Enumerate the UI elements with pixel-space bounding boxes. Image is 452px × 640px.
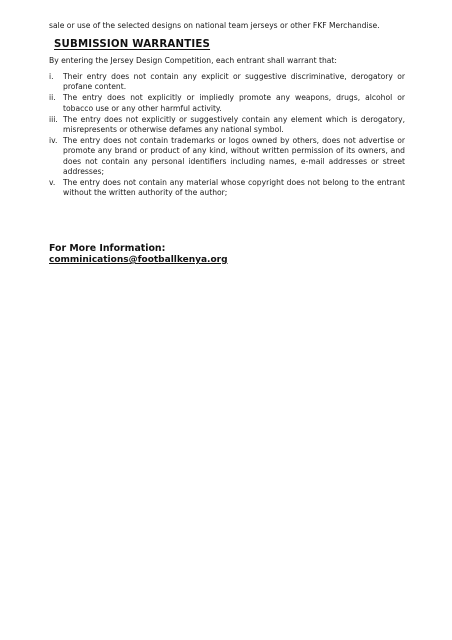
- more-info-heading: For More Information:: [49, 243, 166, 254]
- intro-paragraph-line: sale or use of the selected designs on national team jerseys or other FKF Merchandise.: [49, 21, 380, 30]
- warranty-numeral: ii.: [49, 93, 56, 103]
- warranty-text: The entry does not contain trademarks or logos owned by others, does not advertise or promote any brand or product of any kind, without written permission of its owners, and does not contain any personal identifiers including names, e-mail addresses or street addresses;: [63, 136, 405, 176]
- warranty-numeral: iii.: [49, 114, 58, 124]
- warranty-item-v: [49, 178, 405, 198]
- warranty-text: Their entry does not contain any explicit or suggestive discriminative, derogatory or profane content.: [63, 72, 405, 92]
- warranty-list: [49, 72, 405, 199]
- warranty-item-i: [49, 72, 405, 92]
- lead-in-paragraph: By entering the Jersey Design Competition, each entrant shall warrant that:: [49, 56, 337, 65]
- warranty-numeral: v.: [49, 178, 56, 188]
- warranty-item-iv: [49, 136, 405, 177]
- warranty-item-ii: [49, 93, 405, 113]
- warranty-item-iii: [49, 115, 405, 135]
- warranty-text: The entry does not explicitly or suggestively contain any element which is derogatory, misrepresents or otherwise defames any national symbol.: [63, 114, 405, 135]
- contact-email-link[interactable]: comminications@footballkenya.org: [49, 255, 228, 265]
- section-heading: SUBMISSION WARRANTIES: [54, 39, 211, 50]
- warranty-numeral: i.: [49, 72, 54, 81]
- warranty-text: The entry does not explicitly or impliedly promote any weapons, drugs, alcohol or tobacco use or any other harmful activity.: [63, 93, 405, 113]
- warranty-numeral: iv.: [49, 136, 58, 146]
- warranty-text: The entry does not contain any material whose copyright does not belong to the entrant without the written authority of the author;: [63, 178, 405, 198]
